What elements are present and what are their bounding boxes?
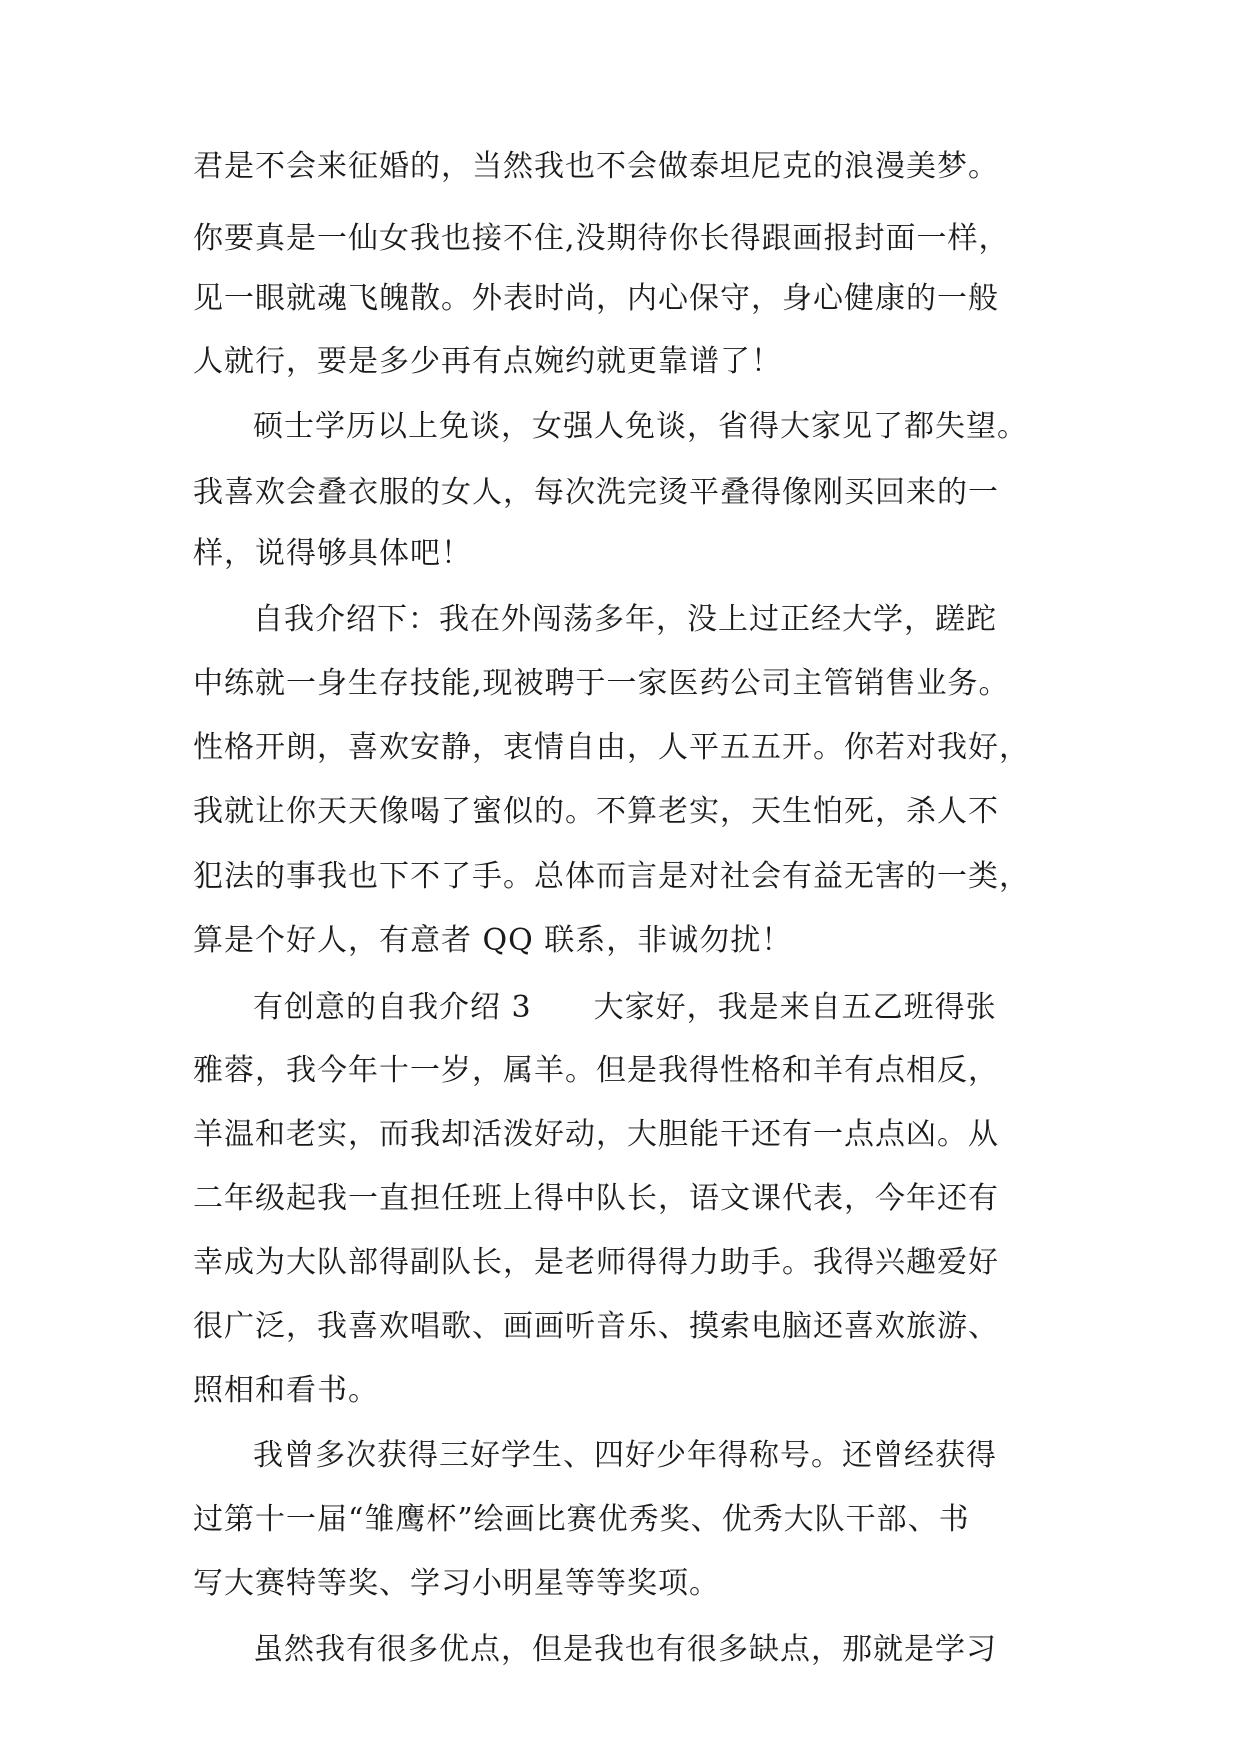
text-line: 性格开朗，喜欢安静，衷情自由，人平五五开。你若对我好， [193, 730, 1030, 765]
text-line: 样，说得够具体吧！ [193, 536, 472, 571]
text-line: 你要真是一仙女我也接不住,没期待你长得跟画报封面一样， [193, 221, 1010, 256]
text-line: 写大赛特等奖、学习小明星等等奖项。 [193, 1566, 720, 1601]
text-line: 见一眼就魂飞魄散。外表时尚，内心保守，身心健康的一般 [193, 281, 999, 316]
text-line: 我喜欢会叠衣服的女人，每次洗完烫平叠得像刚买回来的一 [193, 475, 999, 510]
text-line: 羊温和老实，而我却活泼好动，大胆能干还有一点点凶。从 [193, 1117, 999, 1152]
text-line: 我就让你天天像喝了蜜似的。不算老实，天生怕死，杀人不 [193, 794, 999, 829]
text-line: 雅蓉，我今年十一岁，属羊。但是我得性格和羊有点相反， [193, 1053, 999, 1088]
text-line: 幸成为大队部得副队长，是老师得得力助手。我得兴趣爱好 [193, 1245, 999, 1280]
text-line: 算是个好人，有意者 QQ 联系，非诚勿扰！ [193, 923, 793, 958]
text-line: 很广泛，我喜欢唱歌、画画听音乐、摸索电脑还喜欢旅游、 [193, 1309, 999, 1344]
text-line: 君是不会来征婚的，当然我也不会做泰坦尼克的浪漫美梦。 [193, 149, 999, 184]
text-line: 照相和看书。 [193, 1373, 379, 1408]
paragraph-first-line: 我曾多次获得三好学生、四好少年得称号。还曾经获得 [253, 1438, 997, 1473]
text-line: 中练就一身生存技能,现被聘于一家医药公司主管销售业务。 [193, 666, 1010, 701]
text-line: 犯法的事我也下不了手。总体而言是对社会有益无害的一类， [193, 859, 1030, 894]
paragraph-first-line: 虽然我有很多优点，但是我也有很多缺点，那就是学习 [253, 1632, 997, 1667]
text-line: 二年级起我一直担任班上得中队长，语文课代表，今年还有 [193, 1181, 999, 1216]
text-line: 过第十一届“雏鹰杯”绘画比赛优秀奖、优秀大队干部、书 [193, 1502, 970, 1537]
paragraph-first-line: 硕士学历以上免谈，女强人免谈，省得大家见了都失望。 [253, 409, 1028, 444]
text-line: 人就行，要是多少再有点婉约就更靠谱了！ [193, 344, 782, 379]
paragraph-first-line: 有创意的自我介绍 3 大家好，我是来自五乙班得张 [253, 990, 997, 1025]
paragraph-first-line: 自我介绍下：我在外闯荡多年，没上过正经大学，蹉跎 [253, 602, 997, 637]
